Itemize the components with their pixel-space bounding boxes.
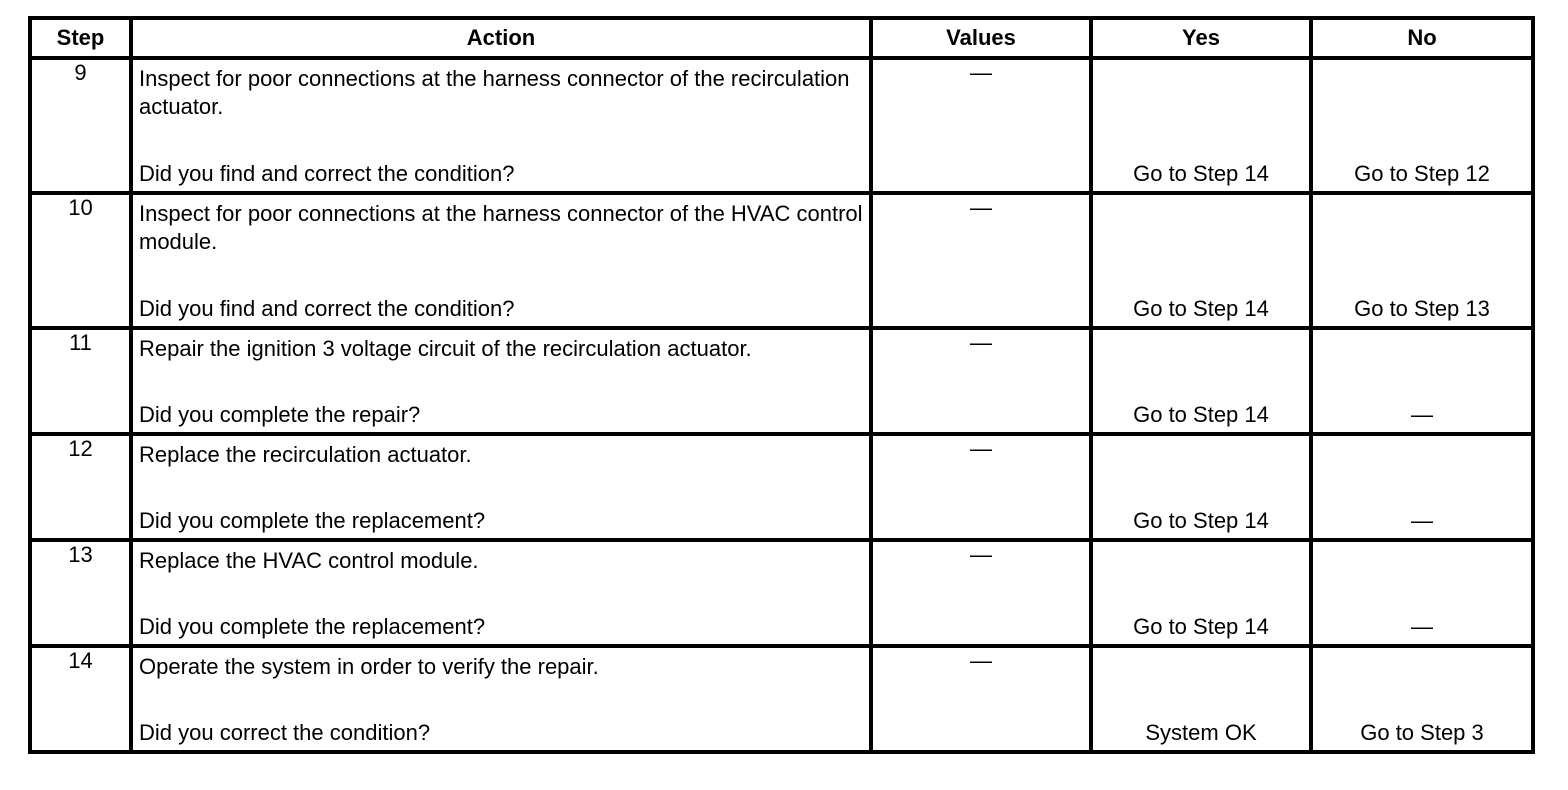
values-cell: —	[871, 540, 1091, 646]
header-yes: Yes	[1091, 18, 1311, 58]
step-number: 14	[30, 646, 131, 752]
no-result: —	[1411, 614, 1433, 639]
values-cell: —	[871, 646, 1091, 752]
no-cell	[1311, 540, 1533, 646]
no-cell	[1311, 193, 1533, 328]
yes-cell	[1091, 540, 1311, 646]
action-cell	[131, 434, 871, 540]
yes-result: Go to Step 14	[1133, 402, 1269, 427]
yes-cell	[1091, 58, 1311, 193]
table-row	[30, 540, 1533, 646]
header-values: Values	[871, 18, 1091, 58]
action-cell	[131, 328, 871, 434]
no-result: —	[1411, 508, 1433, 533]
yes-result: Go to Step 14	[1133, 296, 1269, 321]
values-cell: —	[871, 58, 1091, 193]
diagnostic-steps-table	[28, 16, 1535, 754]
no-cell	[1311, 58, 1533, 193]
action-instruction: Repair the ignition 3 voltage circuit of the recirculation actuator.	[139, 336, 752, 361]
table-row	[30, 58, 1533, 193]
action-cell	[131, 193, 871, 328]
action-instruction: Inspect for poor connections at the harness connector of the recirculation actuator.	[139, 66, 850, 119]
values-cell: —	[871, 434, 1091, 540]
action-instruction: Replace the recirculation actuator.	[139, 442, 472, 467]
yes-cell	[1091, 193, 1311, 328]
table-row	[30, 646, 1533, 752]
yes-result: Go to Step 14	[1133, 508, 1269, 533]
action-instruction: Inspect for poor connections at the harness connector of the HVAC control module.	[139, 201, 863, 254]
values-cell: —	[871, 193, 1091, 328]
action-question: Did you complete the replacement?	[139, 508, 486, 533]
step-number: 12	[30, 434, 131, 540]
header-action: Action	[131, 18, 871, 58]
no-cell	[1311, 434, 1533, 540]
yes-result: Go to Step 14	[1133, 161, 1269, 186]
values-cell: —	[871, 328, 1091, 434]
header-no: No	[1311, 18, 1533, 58]
step-number: 10	[30, 193, 131, 328]
action-question: Did you find and correct the condition?	[139, 296, 515, 321]
table-row	[30, 434, 1533, 540]
no-cell	[1311, 328, 1533, 434]
yes-result: Go to Step 14	[1133, 614, 1269, 639]
table-row	[30, 328, 1533, 434]
action-question: Did you complete the repair?	[139, 402, 421, 427]
action-question: Did you correct the condition?	[139, 720, 431, 745]
action-instruction: Replace the HVAC control module.	[139, 548, 479, 573]
table-header-row	[30, 18, 1533, 58]
step-number: 11	[30, 328, 131, 434]
no-cell	[1311, 646, 1533, 752]
yes-cell	[1091, 646, 1311, 752]
yes-result: System OK	[1145, 720, 1257, 745]
yes-cell	[1091, 328, 1311, 434]
yes-cell	[1091, 434, 1311, 540]
action-cell	[131, 540, 871, 646]
table-row	[30, 193, 1533, 328]
action-question: Did you find and correct the condition?	[139, 161, 515, 186]
step-number: 9	[30, 58, 131, 193]
no-result: Go to Step 3	[1360, 720, 1484, 745]
action-cell	[131, 58, 871, 193]
header-step: Step	[30, 18, 131, 58]
no-result: Go to Step 13	[1354, 296, 1490, 321]
no-result: —	[1411, 402, 1433, 427]
action-question: Did you complete the replacement?	[139, 614, 486, 639]
action-cell	[131, 646, 871, 752]
step-number: 13	[30, 540, 131, 646]
no-result: Go to Step 12	[1354, 161, 1490, 186]
action-instruction: Operate the system in order to verify the repair.	[139, 654, 599, 679]
